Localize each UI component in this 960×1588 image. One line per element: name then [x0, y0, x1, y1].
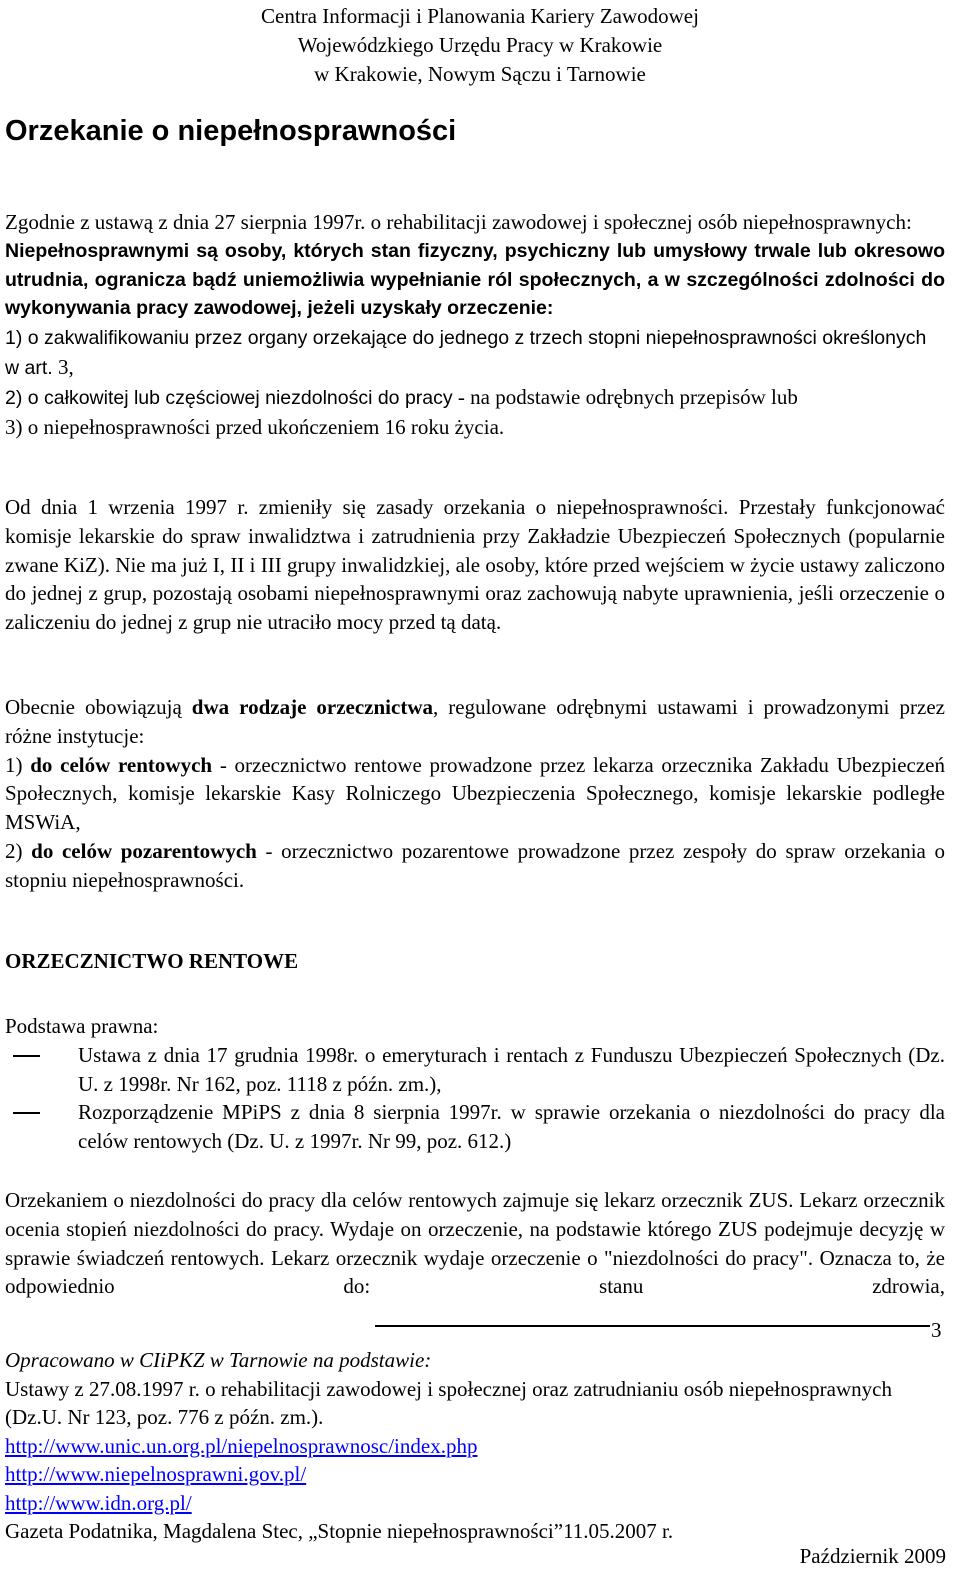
- page-title: Orzekanie o niepełnosprawności: [5, 115, 457, 147]
- header-line-2: Wojewódzkiego Urzędu Pracy w Krakowie: [297, 33, 663, 57]
- source-link-idn[interactable]: http://www.idn.org.pl/: [5, 1490, 192, 1515]
- types-highlight: dwa rodzaje orzecznictwa: [191, 695, 433, 719]
- types-item-2-title: do celów pozarentowych: [31, 838, 257, 863]
- dash-bullet-icon: [13, 1055, 40, 1057]
- intro-item-2-rest: - na podstawie odrębnych przepisów lub: [452, 384, 798, 409]
- intro-paragraph: Zgodnie z ustawą z dnia 27 sierpnia 1997r. o rehabilitacji zawodowej i społecznej osób niepełnosprawnych:: [5, 210, 912, 234]
- intro-item-1-text: 1) o zakwalifikowaniu przez organy orzekające do jednego z trzech stopni niepełnosprawności określonych w art.: [5, 327, 927, 379]
- intro-item-1: [5, 323, 945, 383]
- types-section: [5, 693, 945, 895]
- types-intro-text: Obecnie obowiązują: [5, 695, 192, 719]
- disability-definition: Niepełnosprawnymi są osoby, których stan fizyczny, psychiczny lub umysłowy trwale lub okresowo utrudnia, ogranicza bądź uniemożliwia wypełnianie ról społecznych, a w szczególności zdolności do wykonywania pracy zawodowej, jeżeli uzyskały orzeczenie:: [5, 239, 945, 320]
- intro-item-1-ref: 3,: [52, 354, 74, 379]
- intro-item-3: 3) o niepełnosprawności przed ukończeniem 16 roku życia.: [5, 414, 505, 439]
- types-item-1-desc: - orzecznictwo rentowe prowadzone przez lekarza orzecznika Zakładu Ubezpieczeń Społecznych, komisje lekarskie Kasy Rolniczego Ubezpieczenia Społecznego, komisje lekarskie podległe MSWiA,: [5, 752, 945, 835]
- intro-item-2-text: 2) o całkowitej lub częściowej niezdolności do pracy: [5, 386, 453, 409]
- source-law: Ustawy z 27.08.1997 r. o rehabilitacji zawodowej i społecznej oraz zatrudnianiu osób niepełnosprawnych (Dz.U. Nr 123, poz. 776 z późn. zm.).: [5, 1376, 892, 1429]
- header-line-3: w Krakowie, Nowym Sączu i Tarnowie: [314, 62, 646, 86]
- legal-basis-label: Podstawa prawna:: [5, 1014, 159, 1038]
- legal-item: [5, 1098, 945, 1156]
- footer-sources: [5, 1346, 945, 1546]
- section-heading: ORZECZNICTWO RENTOWE: [5, 949, 299, 973]
- intro-section: [5, 208, 945, 441]
- document-date: Październik 2009: [799, 1544, 946, 1568]
- document-header: [0, 0, 960, 89]
- page-number: 3: [931, 1318, 942, 1342]
- rules-change-paragraph: Od dnia 1 wrzenia 1997 r. zmieniły się zasady orzekania o niepełnosprawności. Przestały funkcjonować komisje lekarskie do spraw inwalidztwa i zatrudnienia przy Zakładzie Ubezpieczeń Społecznych (popularnie zwane KiZ). Nie ma już I, II i III grupy inwalidzkiej, ale osoby, które przed wejściem w życie ustawy zaliczono do jednej z grup, pozostają osobami niepełnosprawnymi oraz zachowują nabyte uprawnienia, jeśli orzeczenie o zaliczeniu do jednej z grup nie utraciło mocy przed tą datą.: [5, 495, 945, 635]
- types-intro: [5, 693, 945, 751]
- types-item-1-title: do celów rentowych: [30, 752, 213, 777]
- legal-item-text: Ustawa z dnia 17 grudnia 1998r. o emeryturach i rentach z Funduszu Ubezpieczeń Społecznych (Dz. U. z 1998r. Nr 162, poz. 1118 z późn. zm.),: [78, 1042, 945, 1096]
- types-item-1-num: 1): [5, 752, 31, 777]
- source-link-niepelnosprawni[interactable]: http://www.niepelnosprawni.gov.pl/: [5, 1462, 307, 1486]
- source-link-unic[interactable]: http://www.unic.un.org.pl/niepelnosprawnosc/index.php: [5, 1433, 478, 1458]
- header-line-1: Centra Informacji i Planowania Kariery Zawodowej: [261, 4, 699, 28]
- sources-label: Opracowano w CIiPKZ w Tarnowie na podstawie:: [5, 1348, 432, 1372]
- legal-basis: [5, 1012, 945, 1156]
- types-item-1: [5, 751, 945, 837]
- types-item-2: [5, 837, 945, 895]
- legal-item-text: Rozporządzenie MPiPS z dnia 8 sierpnia 1997r. w sprawie orzekania o niezdolności do pracy dla celów rentowych (Dz. U. z 1997r. Nr 99, poz. 612.): [78, 1100, 945, 1154]
- legal-item: [5, 1041, 945, 1099]
- source-gazeta: Gazeta Podatnika, Magdalena Stec, „Stopnie niepełnosprawności”11.05.2007 r.: [5, 1519, 674, 1543]
- types-item-2-num: 2): [5, 838, 32, 863]
- types-intro-rest: , regulowane odrębnymi ustawami i prowadzonymi przez różne instytucje:: [5, 695, 945, 748]
- zus-paragraph: Orzekaniem o niezdolności do pracy dla celów rentowych zajmuje się lekarz orzecznik ZUS. Lekarz orzecznik ocenia stopień niezdolności do pracy. Wydaje on orzeczenie, na podstawie którego ZUS podejmuje decyzję w sprawie świadczeń rentowych. Lekarz orzecznik wydaje orzeczenie o "niezdolności do pracy". Oznacza to, że odpowiednio do: stanu zdrowia,: [5, 1188, 945, 1299]
- types-item-2-desc: - orzecznictwo pozarentowe prowadzone przez zespoły do spraw orzekania o stopniu niepełnosprawności.: [5, 838, 945, 892]
- dash-bullet-icon: [13, 1112, 40, 1114]
- intro-item-2: [5, 383, 945, 413]
- footnote-divider: [375, 1325, 930, 1327]
